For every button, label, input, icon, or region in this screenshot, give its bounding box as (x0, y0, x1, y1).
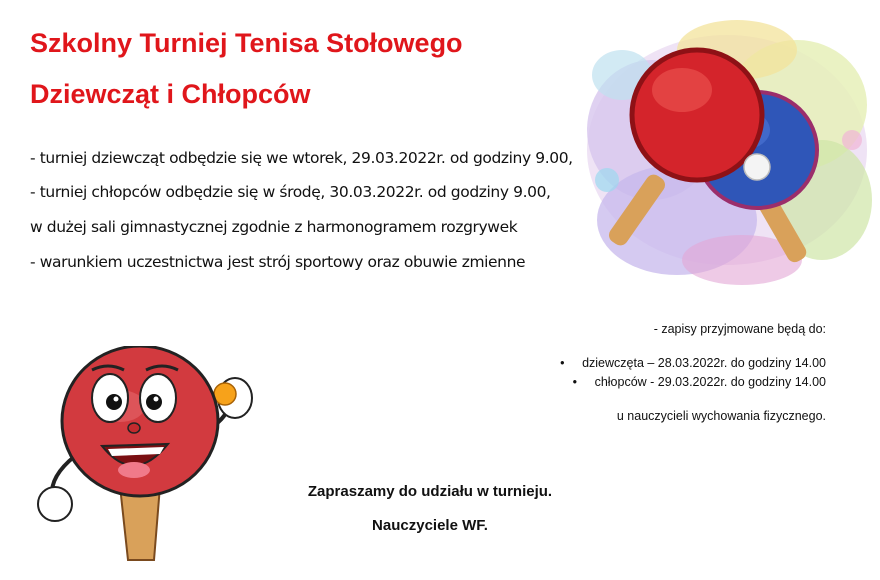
title-line-2: Dziewcząt i Chłopców (30, 79, 311, 109)
registration-heading: - zapisy przyjmowane będą do: (653, 322, 826, 336)
registration-item-girls (560, 354, 826, 372)
bullet-icon: • (572, 375, 577, 389)
mascot-face (62, 346, 218, 496)
paddle-mascot-illustration (30, 346, 260, 562)
invitation-text: Zapraszamy do udziału w turnieju. (307, 483, 553, 500)
registration-item-boys-text: chłopców - 29.03.2022r. do godziny 14.00 (594, 375, 826, 389)
info-requirements: - warunkiem uczestnictwa jest strój sportowy oraz obuwie zmienne (30, 253, 526, 271)
ping-pong-paddles-illustration (582, 10, 872, 295)
ball-icon (744, 154, 770, 180)
bullet-icon: • (560, 356, 565, 370)
registration-item-boys (573, 373, 826, 391)
info-girls-tournament: - turniej dziewcząt odbędzie się we wtorek, 29.03.2022r. od godziny 9.00, (30, 149, 573, 167)
mascot-arm-left (38, 456, 75, 521)
info-venue: w dużej sali gimnastycznej zgodnie z harmonogramem rozgrywek (30, 218, 518, 236)
title-line-1: Szkolny Turniej Tenisa Stołowego (30, 28, 463, 58)
orange-ball-icon (214, 383, 236, 405)
registration-note: u nauczycieli wychowania fizycznego. (616, 409, 826, 423)
signature-text: Nauczyciele WF. (372, 517, 488, 534)
info-boys-tournament: - turniej chłopców odbędzie się w środę, 30.03.2022r. od godziny 9.00, (30, 183, 551, 201)
registration-item-girls-text: dziewczęta – 28.03.2022r. do godziny 14.00 (582, 356, 826, 370)
